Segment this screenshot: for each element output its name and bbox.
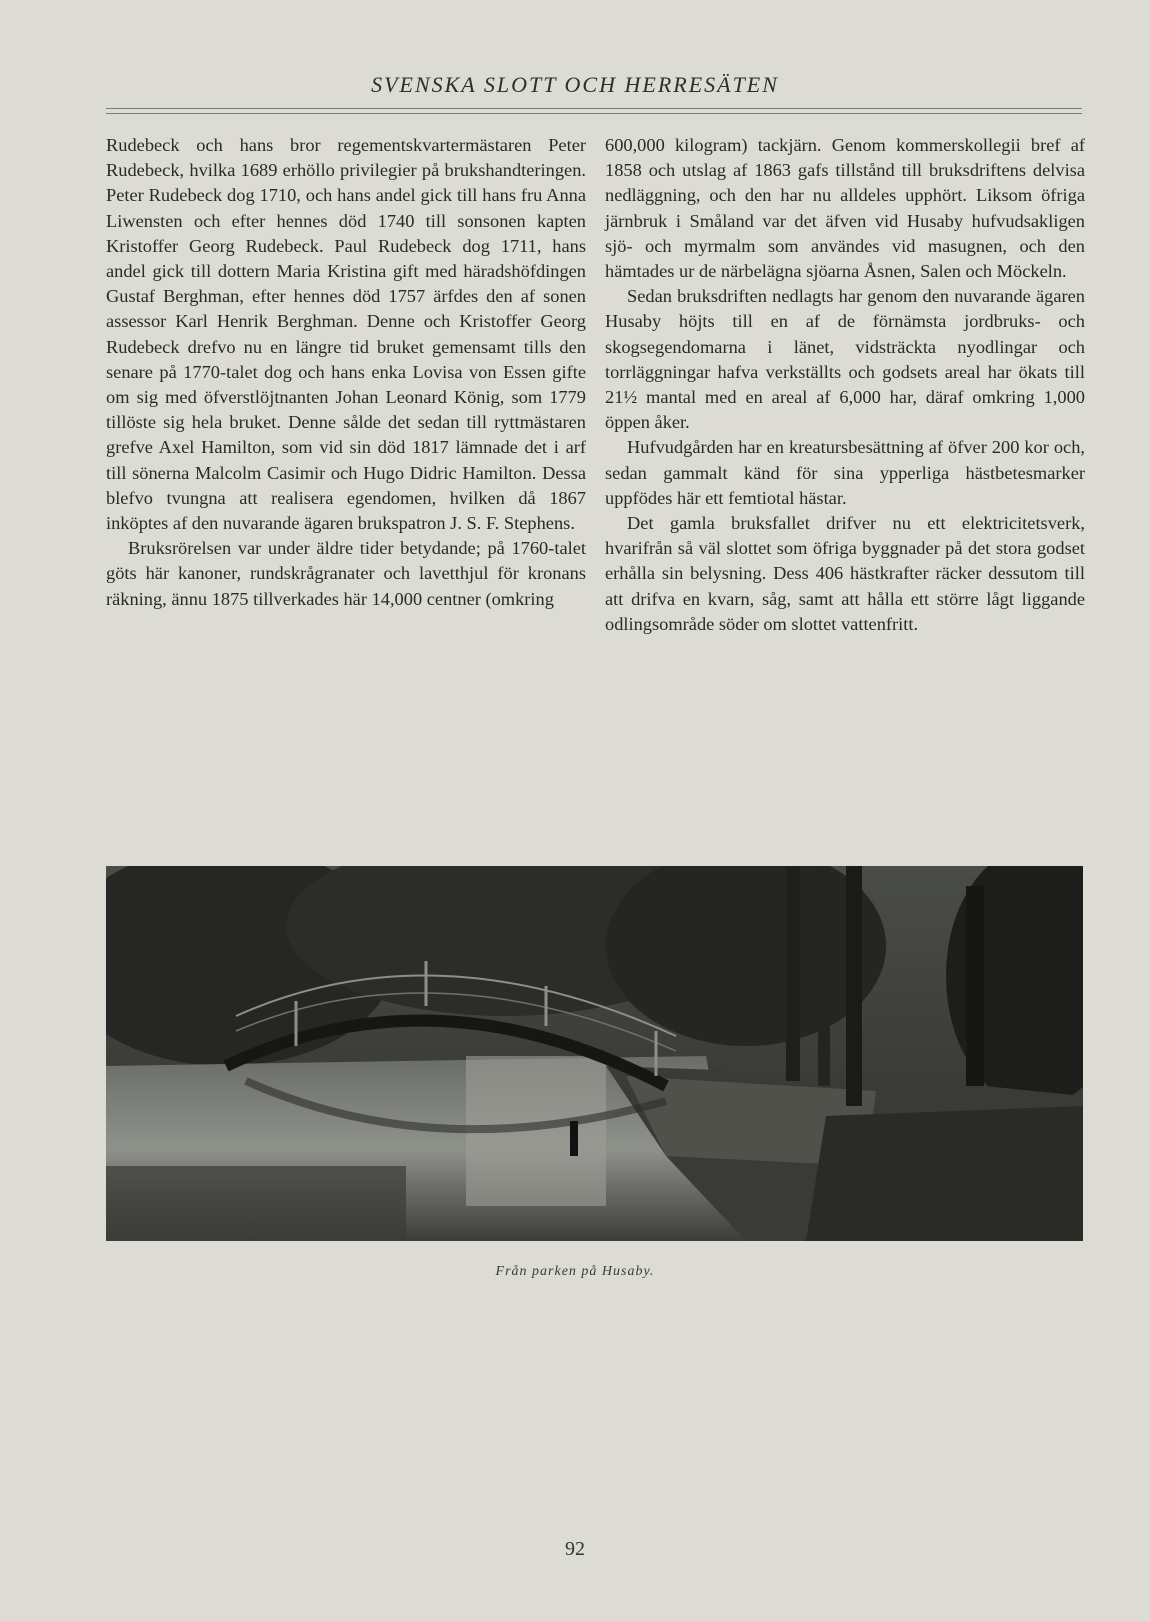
page-number: 92	[565, 1538, 585, 1560]
paragraph: Rudebeck och hans bror regementskvartermästaren Peter Rudebeck, hvilka 1689 erhöllo privilegier på brukshandteringen. Peter Rudebeck dog 1710, och hans andel gick till hans fru Anna Liwensten och efter hennes död 1740 till sonsonen kapten Kristoffer Georg Rudebeck. Paul Rudebeck dog 1711, hans andel gick till dottern Maria Kristina gift med häradshöfdingen Gustaf Berghman, efter hennes död 1757 ärfdes den af sonen assessor Karl Henrik Berghman. Denne och Kristoffer Georg Rudebeck drefvo nu en längre tid bruket gemensamt tills den senare på 1770-talet dog och hans enka Lovisa von Essen gifte om sig med öfverstlöjtnanten Johan Leonard König, som 1779 tillöste sig hela bruket. Denne sålde det sedan till ryttmästaren grefve Axel Hamilton, som vid sin död 1817 lämnade det i arf till sönerna Malcolm Casimir och Hugo Didric Hamilton. Dessa blefvo tvungna att realisera egendomen, hvilken då 1867 inköptes af den nuvarande ägaren brukspatron J. S. F. Stephens.	[106, 135, 586, 534]
figure-caption: Från parken på Husaby.	[495, 1264, 655, 1279]
paragraph: Bruksrörelsen var under äldre tider betydande; på 1760-talet göts här kanoner, rundskrågranater och lavetthjul för kronans räkning, ännu 1875 tillverkades här 14,000 centner (omkring	[106, 538, 586, 609]
header-rule-top	[106, 108, 1082, 109]
header-rule-bottom	[106, 113, 1082, 114]
paragraph: Hufvudgården har en kreatursbesättning af öfver 200 kor och, sedan gammalt känd för sina ypperliga hästbetesmarker uppfödes här ett femtiotal hästar.	[605, 437, 1085, 508]
running-head: SVENSKA SLOTT OCH HERRESÄTEN	[371, 72, 779, 97]
text-column-right	[605, 133, 1085, 637]
paragraph: Sedan bruksdriften nedlagts har genom den nuvarande ägaren Husaby höjts till en af de förnämsta jordbruks- och skogsegendomarna i länet, vidsträckta nyodlingar och torrläggningar hafva verkställts och godsets areal har ökats till 21½ mantal med en areal af 6,000 har, däraf omkring 1,000 öppen åker.	[605, 286, 1085, 433]
park-bridge-photograph	[106, 866, 1083, 1241]
text-column-left	[106, 133, 586, 612]
paragraph: Det gamla bruksfallet drifver nu ett elektricitetsverk, hvarifrån så väl slottet som öfriga byggnader på det stora godset erhålla sin belysning. Dess 406 hästkrafter räcker dessutom till att drifva en kvarn, såg, samt att hålla ett större lågt liggande odlingsområde söder om slottet vattenfritt.	[605, 513, 1085, 634]
paragraph: 600,000 kilogram) tackjärn. Genom kommerskollegii bref af 1858 och utslag af 1863 gafs tillstånd till bruksdriftens delvisa nedläggning, och den har nu alldeles upphört. Liksom öfriga järnbruk i Småland var det äfven vid Husaby hufvudsakligen sjö- och myrmalm som användes vid masugnen, och den hämtades ur de närbelägna sjöarna Åsnen, Salen och Möckeln.	[605, 135, 1085, 282]
